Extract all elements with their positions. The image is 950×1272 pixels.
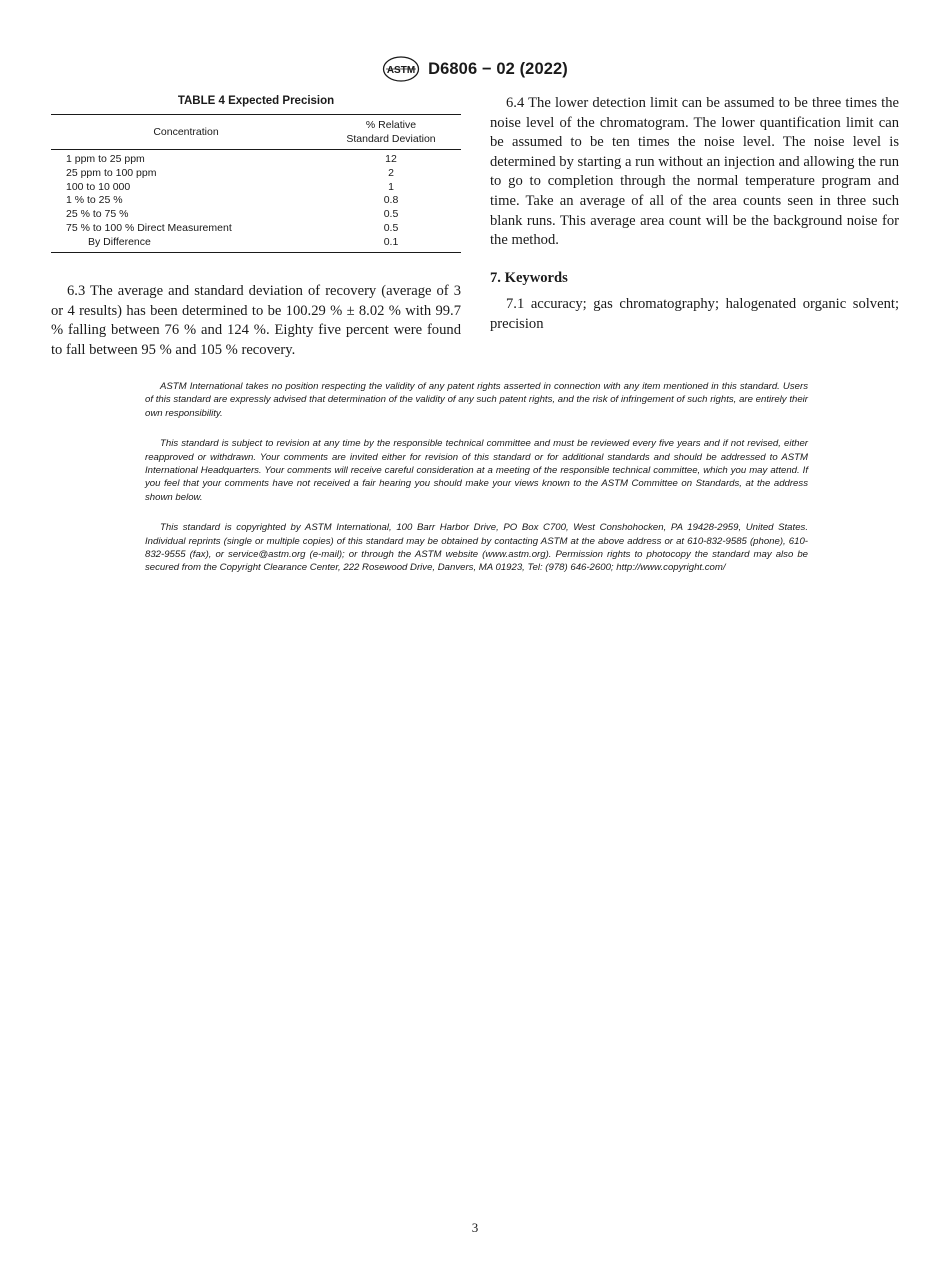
table-row — [51, 181, 461, 195]
table-cell-concentration: By Difference — [51, 236, 321, 252]
column-header-rsd-line1: % Relative — [365, 119, 417, 131]
page-number: 3 — [471, 1220, 479, 1235]
patent-notice: ASTM International takes no position respecting the validity of any patent rights asserted in connection with any item mentioned in this standard. Users of this standard are expressly advised that determination of the validity of any such patent rights, and the risk of infringement of such rights, are entirely their own responsibility. — [145, 381, 808, 419]
paragraph-6-4: 6.4 The lower detection limit can be assumed to be three times the noise level of the chromatogram. The lower quantification limit can be assumed to be ten times the noise level. The noise level is determined by starting a run without an injection and allowing the run to go to completion through the normal temperature program and time. Take an average of all of the area counts seen in three such blank runs. This average area count will be the background noise for the method. — [490, 95, 899, 249]
table-cell-concentration: 75 % to 100 % Direct Measurement — [66, 221, 232, 234]
table-cell-value: 12 — [385, 153, 397, 165]
table-cell-value: 1 — [388, 180, 394, 193]
table-row — [51, 194, 461, 208]
table-row — [51, 236, 461, 252]
table-block — [51, 94, 461, 253]
table-cell-value: 2 — [388, 166, 394, 179]
paragraph-6-3: 6.3 The average and standard deviation of recovery (average of 3 or 4 results) has been determined to be 100.29 % ± 8.02 % with 99.7 % falling between 76 % and 124 %. Eighty five percent were found to fall between 95 % and 105 % recovery. — [51, 283, 461, 358]
copyright-notice: This standard is copyrighted by ASTM International, 100 Barr Harbor Drive, PO Box C700, West Conshohocken, PA 19428-2959, United States. Individual reprints (single or multiple copies) of this standard may be obtained by contacting ASTM at the above address or at 610-832-9585 (phone), 610-832-9555 (fax), or service@astm.org (e-mail); or through the ASTM website (www.astm.org). Permission rights to photocopy the standard may also be secured from the Copyright Clearance Center, 222 Rosewood Drive, Danvers, MA 01923, Tel: (978) 646-2600; http://www.copyright.com/ — [145, 522, 808, 574]
table-cell-value: 0.5 — [383, 208, 399, 221]
table-row — [51, 222, 461, 236]
table-cell-value: 0.5 — [383, 221, 399, 234]
column-header-concentration: Concentration — [51, 115, 321, 150]
table-row — [51, 208, 461, 222]
revision-notice: This standard is subject to revision at any time by the responsible technical committee and must be reviewed every five years and if not revised, either reapproved or withdrawn. Your comments are invited either for revision of this standard or for additional standards and should be addressed to ASTM International Headquarters. Your comments will receive careful consideration at a meeting of the responsible technical committee, which you may attend. If you feel that your comments have not received a fair hearing you should make your views known to the ASTM Committee on Standards, at the address shown below. — [145, 438, 808, 503]
table-cell-concentration: 1 % to 25 % — [66, 194, 123, 207]
table-cell-concentration: 1 ppm to 25 ppm — [66, 153, 145, 165]
page-header — [0, 56, 950, 82]
table-title: TABLE 4 Expected Precision — [177, 95, 335, 107]
precision-table — [51, 114, 461, 253]
table-row — [51, 150, 461, 167]
logo-text: ASTM — [386, 65, 416, 76]
section-heading-keywords: 7. Keywords — [490, 270, 568, 286]
document-designation: D6806 − 02 (2022) — [428, 59, 568, 78]
table-cell-concentration: 25 ppm to 100 ppm — [66, 166, 157, 179]
table-row — [51, 167, 461, 181]
astm-logo-icon — [382, 56, 420, 82]
table-cell-concentration: 100 to 10 000 — [66, 180, 131, 193]
table-header-row — [51, 115, 461, 150]
column-header-rsd — [321, 115, 461, 150]
column-header-rsd-line2: Standard Deviation — [346, 133, 436, 145]
paragraph-7-1: 7.1 accuracy; gas chromatography; halogenated organic solvent; precision — [490, 296, 899, 332]
footer-notes — [145, 380, 808, 592]
table-cell-value: 0.1 — [321, 236, 461, 252]
table-cell-concentration: 25 % to 75 % — [66, 208, 129, 221]
table-cell-value: 0.8 — [383, 194, 399, 207]
